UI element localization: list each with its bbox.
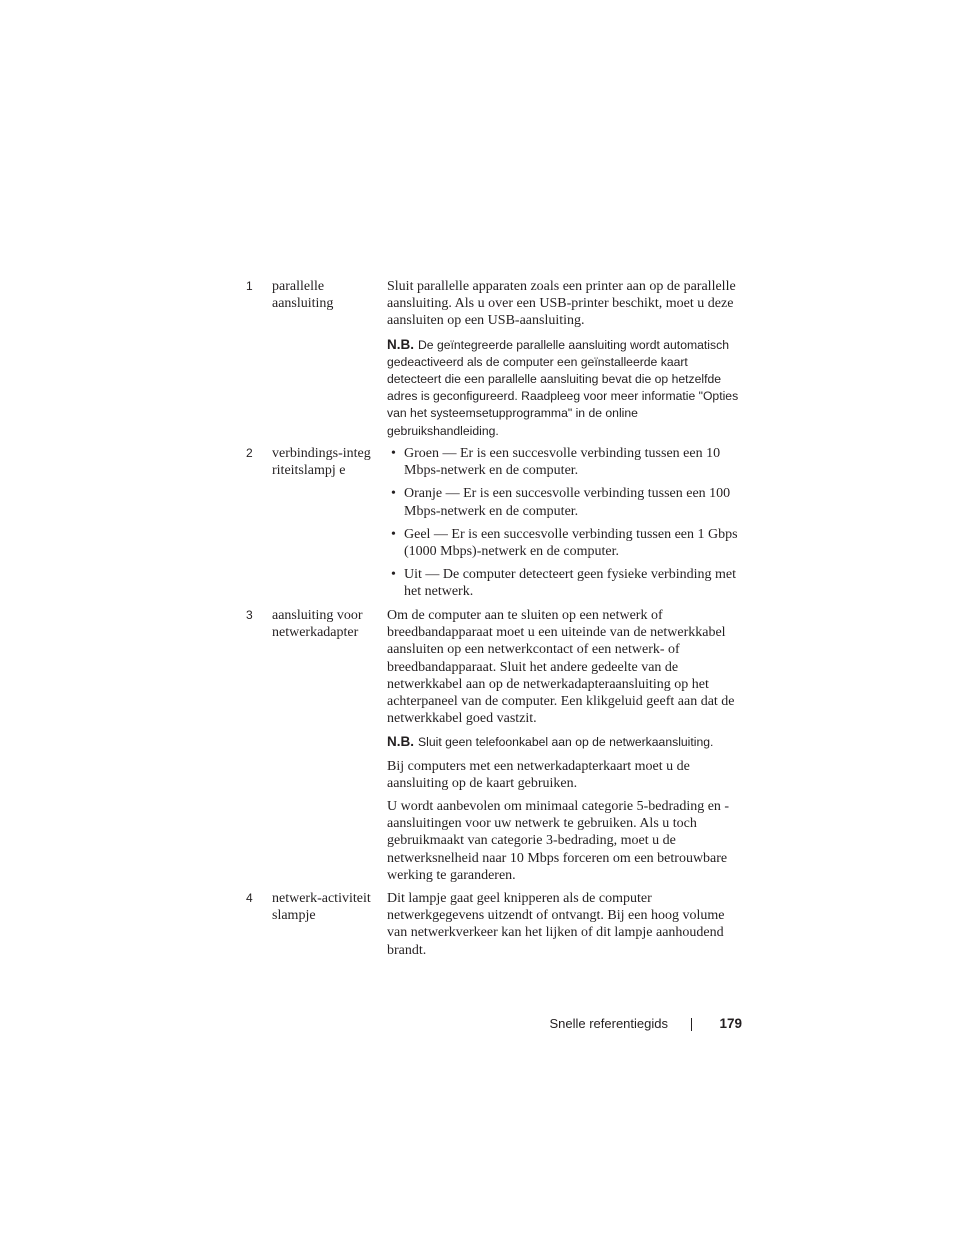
page-footer [540, 1015, 746, 1035]
note-text: De geïntegreerde parallelle aansluiting wordt automatisch gedeactiveerd als de computer een geïnstalleerde kaart detecteert die een parallelle aansluiting bevat die op hetzelfde adres is geconfigureerd. Raadpleeg voor meer informatie "Opties van het systeemsetupprogramma" in de online gebruikshandleiding. [387, 337, 739, 438]
row-label: aansluiting voor netwerkadapter [272, 608, 363, 641]
row-description [387, 445, 739, 607]
row-description [387, 278, 739, 446]
description-paragraph: Sluit parallelle apparaten zoals een printer aan op de parallelle aansluiting. Als u over een USB-printer beschikt, moet u deze aansluiten op een USB-aansluiting. [387, 279, 736, 329]
row-number: 3 [246, 608, 253, 622]
description-paragraph-2: Bij computers met een netwerkadapterkaart moet u de aansluiting op de kaart gebruiken. [387, 758, 690, 791]
note [387, 733, 739, 751]
list-item [387, 485, 739, 519]
footer-title: Snelle referentiegids [549, 1016, 668, 1031]
status-list [387, 445, 739, 601]
description-paragraph-3: U wordt aanbevolen om minimaal categorie 5-bedrading en -aansluitingen voor uw netwerk te gebruiken. Als u toch gebruikmaakt van categorie 3-bedrading, moet u de netwerksnelheid naar 10 Mbps forceren om een betrouwbare werking te garanderen. [387, 799, 730, 883]
list-item-text: Uit — De computer detecteert geen fysieke verbinding met het netwerk. [404, 567, 736, 600]
description-paragraph: Dit lampje gaat geel knipperen als de computer netwerkgegevens uitzendt of ontvangt. Bij een hoog volume van netwerkverkeer kan het lijken of dit lampje aanhoudend brandt. [387, 891, 725, 958]
row-number: 4 [246, 891, 253, 905]
page-number: 179 [719, 1016, 742, 1031]
row-number: 1 [246, 279, 253, 293]
bullet-icon: • [391, 446, 396, 461]
note-prefix: N.B. [387, 336, 414, 352]
list-item [387, 445, 739, 479]
note-prefix: N.B. [387, 734, 414, 750]
note [387, 336, 739, 440]
footer-divider [691, 1018, 692, 1031]
list-item-text: Oranje — Er is een succesvolle verbinding tussen een 100 Mbps-netwerk en de computer. [404, 486, 731, 519]
list-item-text: Groen — Er is een succesvolle verbinding tussen een 10 Mbps-netwerk en de computer. [404, 446, 721, 479]
row-label: verbindings-integriteitslampj e [272, 446, 371, 479]
note-text: Sluit geen telefoonkabel aan op de netwerkaansluiting. [418, 735, 714, 750]
row-label: parallelle aansluiting [272, 279, 334, 312]
list-item [387, 566, 739, 600]
bullet-icon: • [391, 486, 396, 502]
list-item-text: Geel — Er is een succesvolle verbinding tussen een 1 Gbps (1000 Mbps)-netwerk en de computer. [404, 526, 738, 560]
row-label: netwerk-activiteitslampje [272, 891, 371, 924]
list-item [387, 526, 739, 560]
row-description [387, 890, 739, 965]
row-number: 2 [246, 446, 253, 460]
row-description [387, 607, 739, 890]
description-paragraph: Om de computer aan te sluiten op een netwerk of breedbandapparaat moet u een uiteinde van de netwerkkabel aansluiten op een netwerkcontact of een netwerk- of breedbandapparaat. Sluit het andere gedeelte van de netwerkkabel aan op de netwerkadapteraansluiting op het achterpaneel van de computer. Een klikgeluid geeft aan dat de netwerkkabel goed vastzit. [387, 608, 735, 727]
bullet-icon: • [391, 526, 396, 542]
bullet-icon: • [391, 567, 396, 583]
